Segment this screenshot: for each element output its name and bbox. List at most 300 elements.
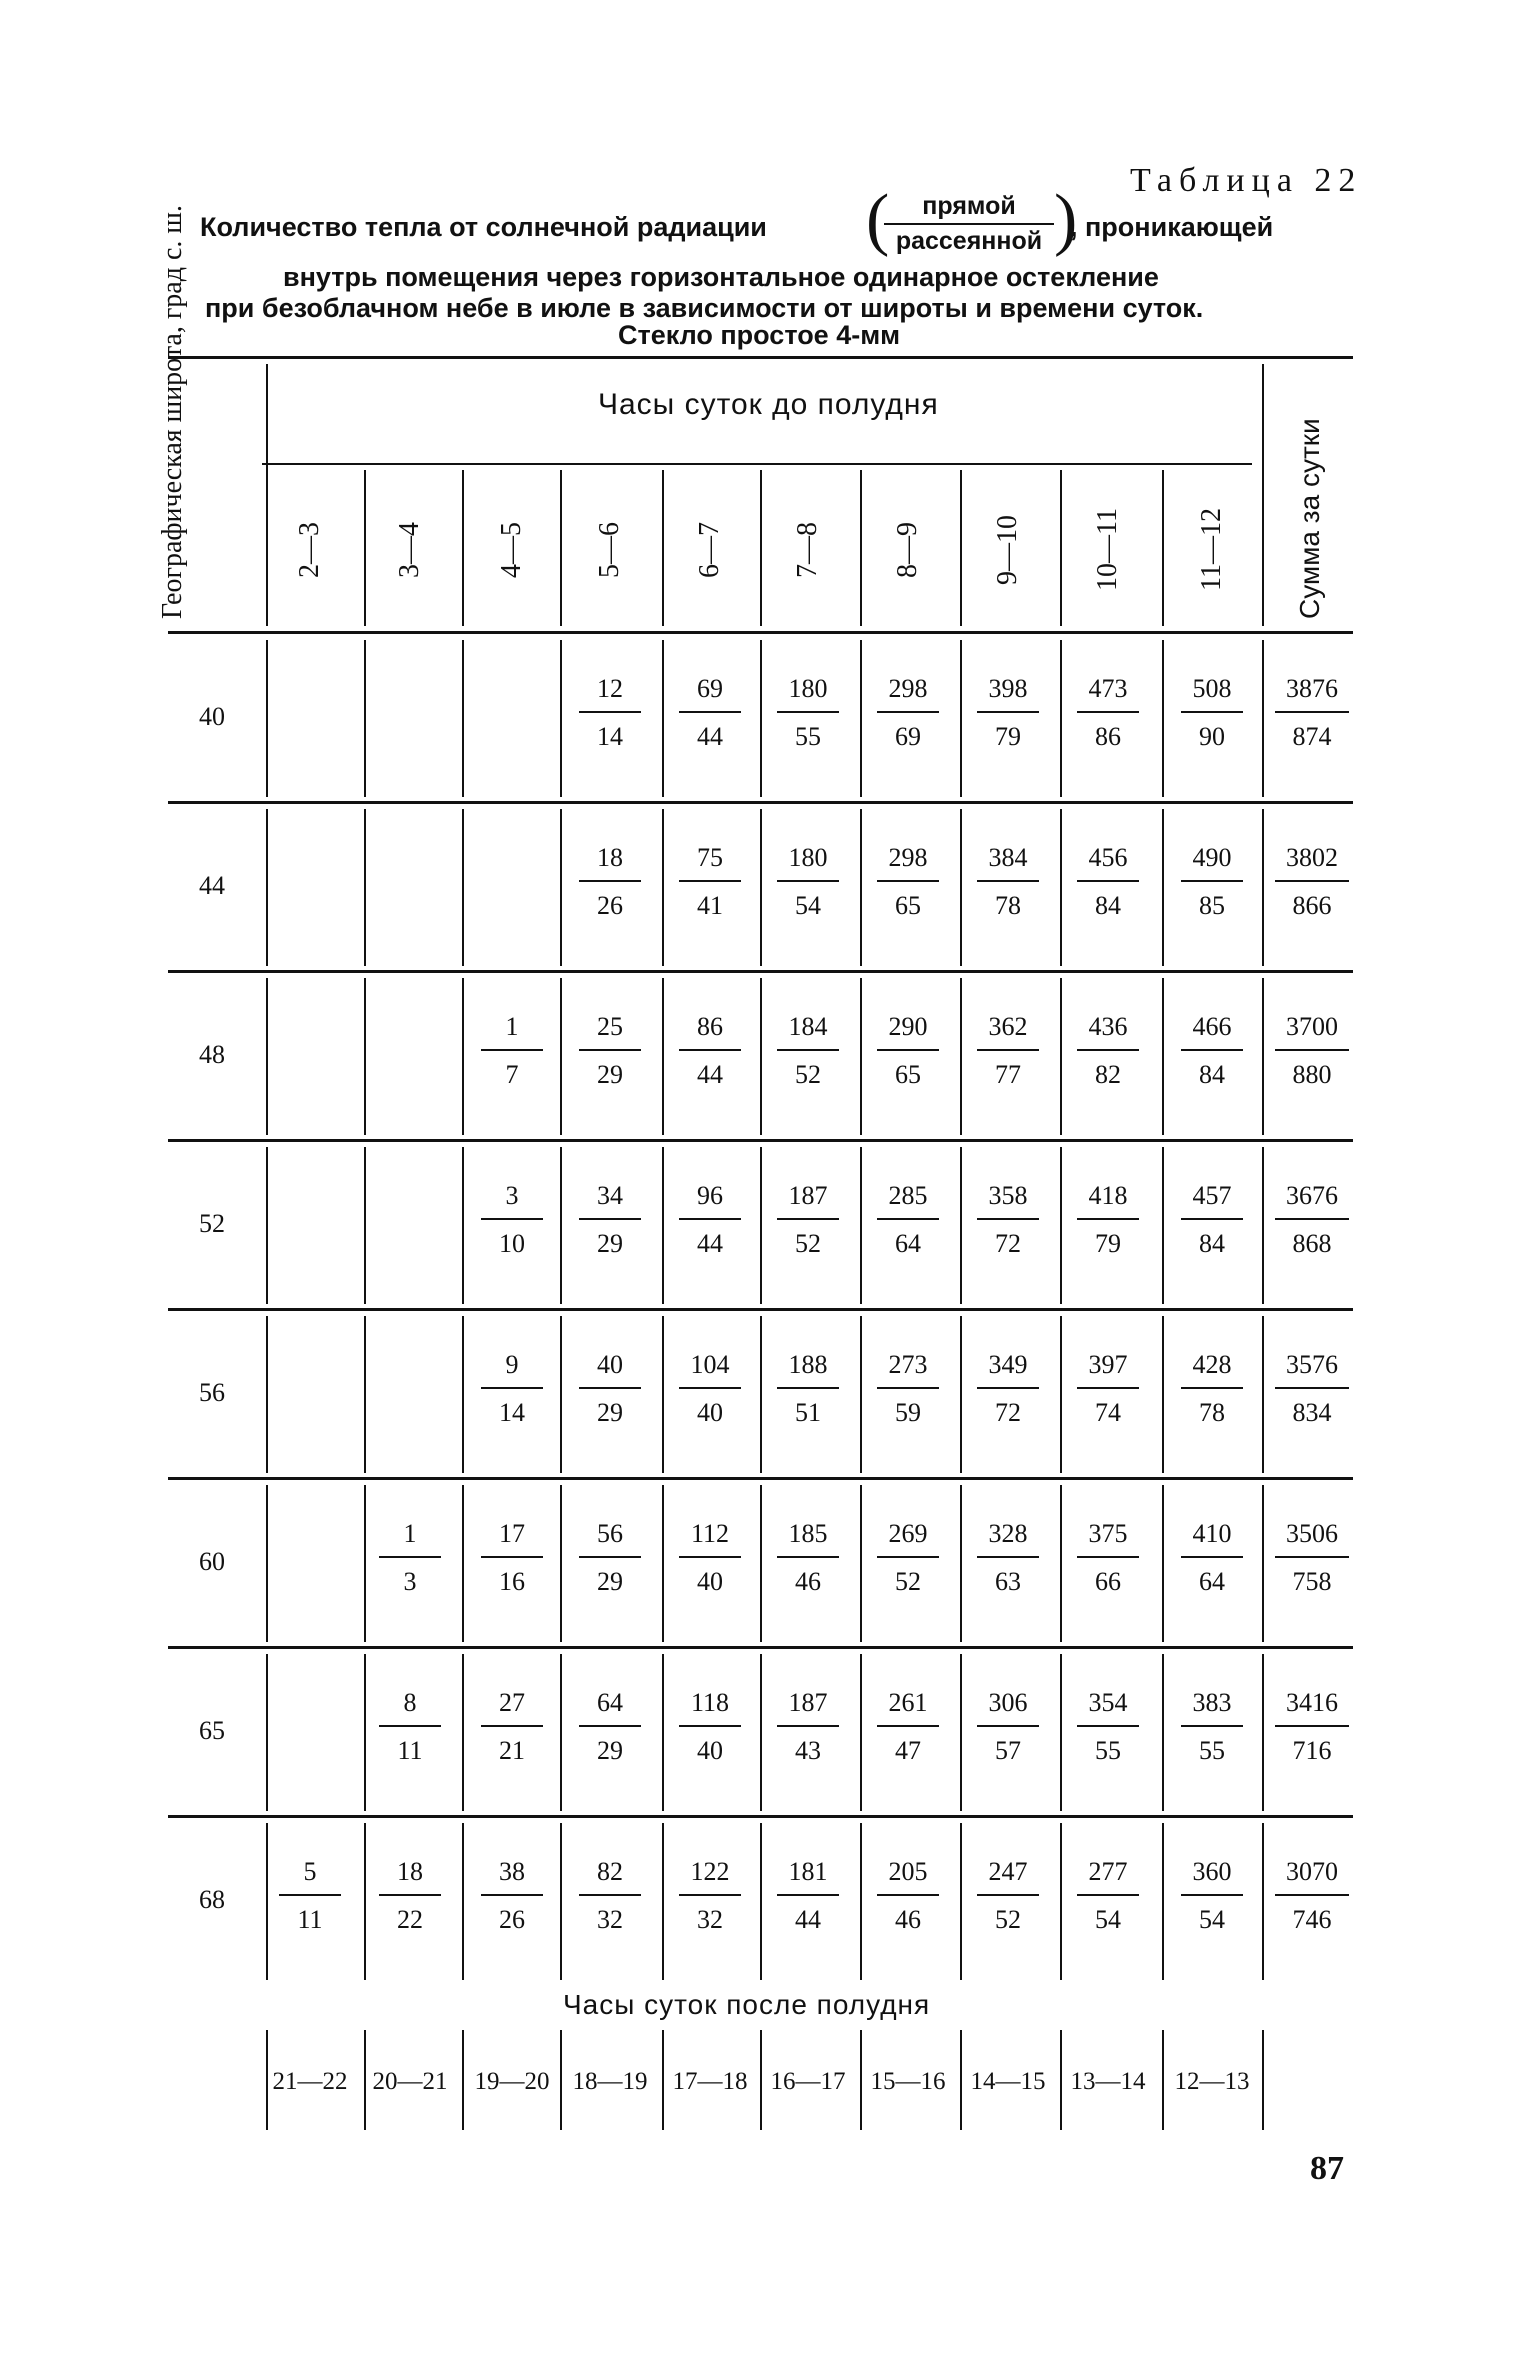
cell-vline <box>860 978 862 1135</box>
diffuse-value: 82 <box>1095 1060 1121 1089</box>
diffuse-value: 86 <box>1095 722 1121 751</box>
heat-fraction <box>567 1519 653 1597</box>
diffuse-value: 63 <box>995 1567 1021 1596</box>
latitude-value: 56 <box>199 1378 225 1407</box>
heat-fraction <box>965 843 1051 921</box>
direct-value: 466 <box>1192 1012 1232 1041</box>
direct-value: 118 <box>690 1688 730 1717</box>
daily-sum-direct: 3070 <box>1286 1857 1338 1886</box>
heat-fraction <box>1169 1350 1255 1428</box>
heat-fraction <box>1169 674 1255 752</box>
cell-vline <box>960 1654 962 1811</box>
heat-fraction <box>1065 1857 1151 1935</box>
cell-vline <box>662 1316 664 1473</box>
hours-before-noon-header: Часы суток до полудня <box>598 388 939 421</box>
caption-line2: внутрь помещения через горизонтальное одинарное остекление <box>283 262 1159 292</box>
fraction-bar <box>877 1387 939 1389</box>
diffuse-value: 10 <box>499 1229 525 1258</box>
direct-value: 187 <box>788 1688 828 1717</box>
cell-vline <box>462 1147 464 1304</box>
pm-interval: 20—21 <box>372 2068 448 2095</box>
header-vline <box>662 470 664 626</box>
latitude-value: 52 <box>199 1209 225 1238</box>
direct-value: 27 <box>499 1688 525 1717</box>
cell-vline <box>560 1147 562 1304</box>
direct-value: 384 <box>988 843 1028 872</box>
fraction-bar <box>1181 1894 1243 1896</box>
heat-fraction <box>1169 1857 1255 1935</box>
fraction-bar <box>1077 711 1139 713</box>
fraction-bar <box>679 711 741 713</box>
header-vline <box>1162 470 1164 626</box>
header-bottom-rule <box>168 631 1353 634</box>
diffuse-value: 78 <box>995 891 1021 920</box>
heat-fraction <box>765 1350 851 1428</box>
fraction-bar <box>777 1387 839 1389</box>
diffuse-value: 26 <box>597 891 623 920</box>
direct-value: 398 <box>988 674 1028 703</box>
latitude-value: 44 <box>199 871 225 900</box>
cell-vline <box>1060 1823 1062 1980</box>
direct-value: 8 <box>403 1688 417 1717</box>
direct-value: 490 <box>1192 843 1232 872</box>
row-rule <box>168 1139 1353 1142</box>
pm-interval: 16—17 <box>770 2068 846 2095</box>
fraction-bar <box>1077 1387 1139 1389</box>
heat-fraction <box>367 1519 453 1597</box>
cell-vline <box>1162 640 1164 797</box>
cell-vline <box>960 978 962 1135</box>
heat-fraction <box>865 674 951 752</box>
header-vline <box>560 470 562 626</box>
direct-value: 122 <box>690 1857 730 1886</box>
heat-fraction <box>469 1857 555 1935</box>
caption-line4: Стекло простое 4-мм <box>618 320 901 350</box>
fraction-bar <box>1181 1049 1243 1051</box>
direct-value: 247 <box>988 1857 1028 1886</box>
cell-vline <box>266 1654 268 1811</box>
direct-value: 397 <box>1088 1350 1128 1379</box>
cell-vline <box>662 1823 664 1980</box>
heat-fraction <box>1065 1350 1151 1428</box>
heat-fraction <box>1065 843 1151 921</box>
fraction-bar <box>1181 1725 1243 1727</box>
cell-vline <box>560 1316 562 1473</box>
diffuse-value: 84 <box>1199 1229 1225 1258</box>
cell-vline <box>662 1485 664 1642</box>
diffuse-value: 21 <box>499 1736 525 1765</box>
fraction-bar <box>579 1894 641 1896</box>
heat-fraction <box>765 674 851 752</box>
heat-fraction <box>865 1181 951 1259</box>
diffuse-value: 78 <box>1199 1398 1225 1427</box>
cell-vline <box>1060 1316 1062 1473</box>
direct-value: 298 <box>888 674 928 703</box>
diffuse-value: 29 <box>597 1229 623 1258</box>
diffuse-value: 65 <box>895 1060 921 1089</box>
direct-value: 306 <box>988 1688 1028 1717</box>
diffuse-value: 44 <box>795 1905 821 1934</box>
fraction-bar <box>877 1049 939 1051</box>
direct-value: 188 <box>788 1350 828 1379</box>
daily-sum-diffuse: 868 <box>1292 1229 1332 1258</box>
heat-fraction <box>667 1350 753 1428</box>
caption-line1-right: , проникающей <box>1070 212 1274 242</box>
heat-fraction <box>567 1688 653 1766</box>
heat-fraction <box>1169 1181 1255 1259</box>
fraction-bar <box>279 1894 341 1896</box>
direct-value: 56 <box>597 1519 623 1548</box>
fraction-bar <box>579 1049 641 1051</box>
cell-vline <box>1262 640 1264 797</box>
fraction-bar <box>977 1218 1039 1220</box>
fraction-bar <box>777 1049 839 1051</box>
header-vline <box>960 470 962 626</box>
heat-fraction <box>865 1012 951 1090</box>
cell-vline <box>560 640 562 797</box>
daily-sum-diffuse: 746 <box>1292 1905 1332 1934</box>
diffuse-value: 55 <box>1199 1736 1225 1765</box>
heat-fraction <box>1065 1519 1151 1597</box>
fraction-bar <box>379 1894 441 1896</box>
cell-vline <box>1262 978 1264 1135</box>
direct-value: 18 <box>397 1857 423 1886</box>
fraction-bar <box>777 1894 839 1896</box>
diffuse-value: 44 <box>697 1060 723 1089</box>
cell-vline <box>266 1316 268 1473</box>
cell-vline <box>462 1654 464 1811</box>
cell-vline <box>860 1823 862 1980</box>
heat-fraction <box>865 1688 951 1766</box>
cell-vline <box>1060 640 1062 797</box>
latitude-header: Географическая широта, град с. ш. <box>157 205 188 619</box>
interval-header: 11—12 <box>1196 508 1227 592</box>
diffuse-value: 64 <box>895 1229 921 1258</box>
caption-line1-left: Количество тепла от солнечной радиации <box>200 212 767 242</box>
heat-fraction <box>567 1857 653 1935</box>
diffuse-value: 29 <box>597 1060 623 1089</box>
cell-vline <box>760 1654 762 1811</box>
daily-sum-diffuse: 866 <box>1292 891 1332 920</box>
diffuse-value: 52 <box>895 1567 921 1596</box>
pm-vline <box>1262 2030 1264 2130</box>
diffuse-value: 72 <box>995 1229 1021 1258</box>
direct-value: 1 <box>505 1012 519 1041</box>
cell-vline <box>560 1485 562 1642</box>
interval-header: 2—3 <box>294 522 325 578</box>
heat-fraction <box>267 1857 353 1935</box>
diffuse-value: 77 <box>995 1060 1021 1089</box>
heat-fraction <box>469 1688 555 1766</box>
cell-vline <box>462 1316 464 1473</box>
heat-fraction <box>567 1181 653 1259</box>
fraction-bar <box>1275 1556 1349 1558</box>
fraction-bar <box>679 880 741 882</box>
direct-value: 457 <box>1192 1181 1232 1210</box>
cell-vline <box>1060 1485 1062 1642</box>
diffuse-value: 26 <box>499 1905 525 1934</box>
direct-value: 358 <box>988 1181 1028 1210</box>
fraction-bar <box>977 1725 1039 1727</box>
fraction-bar <box>977 1049 1039 1051</box>
heat-fraction <box>469 1181 555 1259</box>
cell-vline <box>1060 809 1062 966</box>
cell-vline <box>860 1654 862 1811</box>
caption-frac-bar <box>884 223 1054 225</box>
heat-fraction <box>667 1181 753 1259</box>
heat-fraction <box>765 1012 851 1090</box>
diffuse-value: 32 <box>597 1905 623 1934</box>
diffuse-value: 29 <box>597 1567 623 1596</box>
cell-vline <box>760 1823 762 1980</box>
heat-fraction <box>667 843 753 921</box>
cell-vline <box>760 978 762 1135</box>
heat-fraction <box>667 674 753 752</box>
fraction-bar <box>679 1556 741 1558</box>
heat-fraction <box>469 1012 555 1090</box>
direct-value: 86 <box>697 1012 723 1041</box>
fraction-bar <box>1181 1218 1243 1220</box>
fraction-bar <box>679 1725 741 1727</box>
direct-value: 360 <box>1192 1857 1232 1886</box>
direct-value: 34 <box>597 1181 623 1210</box>
diffuse-value: 32 <box>697 1905 723 1934</box>
fraction-bar <box>579 1218 641 1220</box>
diffuse-value: 7 <box>505 1060 519 1089</box>
hours-after-noon-label: Часы суток после полудня <box>563 1989 931 2020</box>
pm-interval: 13—14 <box>1070 2068 1146 2095</box>
cell-vline <box>1060 1147 1062 1304</box>
direct-value: 473 <box>1088 674 1128 703</box>
direct-value: 82 <box>597 1857 623 1886</box>
fraction-bar <box>1275 711 1349 713</box>
cell-vline <box>364 1316 366 1473</box>
cell-vline <box>662 978 664 1135</box>
heat-fraction <box>667 1857 753 1935</box>
cell-vline <box>1162 809 1164 966</box>
fraction-bar <box>481 1725 543 1727</box>
diffuse-value: 43 <box>795 1736 821 1765</box>
cell-vline <box>662 809 664 966</box>
daily-sum-fraction <box>1269 1350 1355 1428</box>
heat-fraction <box>865 1350 951 1428</box>
fraction-bar <box>1077 1049 1139 1051</box>
cell-vline <box>364 1147 366 1304</box>
diffuse-value: 65 <box>895 891 921 920</box>
latitude-value: 68 <box>199 1885 225 1914</box>
cell-vline <box>560 1823 562 1980</box>
interval-header: 7—8 <box>792 522 823 578</box>
direct-value: 428 <box>1192 1350 1232 1379</box>
cell-vline <box>1262 1654 1264 1811</box>
cell-vline <box>1262 1823 1264 1980</box>
heat-fraction <box>367 1857 453 1935</box>
direct-value: 5 <box>303 1857 317 1886</box>
fraction-bar <box>977 1894 1039 1896</box>
diffuse-value: 11 <box>297 1905 323 1934</box>
fraction-bar <box>877 1725 939 1727</box>
diffuse-value: 54 <box>1199 1905 1225 1934</box>
fraction-bar <box>679 1894 741 1896</box>
pm-interval: 21—22 <box>272 2068 348 2095</box>
sum-per-day-header: Сумма за сутки <box>1294 418 1325 619</box>
daily-sum-direct: 3876 <box>1286 674 1338 703</box>
diffuse-value: 54 <box>1095 1905 1121 1934</box>
diffuse-value: 22 <box>397 1905 423 1934</box>
fraction-bar <box>877 1556 939 1558</box>
caption-line3: при безоблачном небе в июле в зависимости от широты и времени суток. <box>205 293 1204 323</box>
diffuse-value: 14 <box>597 722 623 751</box>
diffuse-value: 46 <box>795 1567 821 1596</box>
cell-vline <box>364 640 366 797</box>
diffuse-value: 55 <box>1095 1736 1121 1765</box>
direct-value: 17 <box>499 1519 525 1548</box>
direct-value: 508 <box>1192 674 1232 703</box>
header-split-rule <box>262 463 1252 465</box>
fraction-bar <box>1275 1049 1349 1051</box>
row-rule <box>168 1815 1353 1818</box>
heat-fraction <box>567 674 653 752</box>
diffuse-value: 55 <box>795 722 821 751</box>
fraction-bar <box>679 1218 741 1220</box>
heat-fraction <box>469 1350 555 1428</box>
cell-vline <box>364 1823 366 1980</box>
header-vline <box>364 470 366 626</box>
table-top-rule <box>168 356 1353 359</box>
cell-vline <box>364 809 366 966</box>
diffuse-value: 40 <box>697 1567 723 1596</box>
heat-fraction <box>965 1857 1051 1935</box>
heat-fraction <box>965 1012 1051 1090</box>
direct-value: 354 <box>1088 1688 1128 1717</box>
cell-vline <box>364 978 366 1135</box>
cell-vline <box>960 1147 962 1304</box>
interval-header: 3—4 <box>394 522 425 578</box>
cell-vline <box>860 640 862 797</box>
interval-header: 10—11 <box>1092 508 1123 592</box>
diffuse-value: 52 <box>795 1060 821 1089</box>
cell-vline <box>960 1485 962 1642</box>
direct-value: 277 <box>1088 1857 1128 1886</box>
row-rule <box>168 970 1353 973</box>
fraction-bar <box>1077 1218 1139 1220</box>
latitude-value: 40 <box>199 702 225 731</box>
fraction-bar <box>877 880 939 882</box>
diffuse-value: 47 <box>895 1736 921 1765</box>
direct-value: 18 <box>597 843 623 872</box>
interval-header: 6—7 <box>694 522 725 578</box>
cell-vline <box>960 1823 962 1980</box>
cell-vline <box>960 640 962 797</box>
cell-vline <box>1162 1654 1164 1811</box>
diffuse-value: 79 <box>995 722 1021 751</box>
header-vline <box>1262 364 1264 626</box>
direct-value: 181 <box>788 1857 828 1886</box>
diffuse-value: 29 <box>597 1398 623 1427</box>
fraction-bar <box>579 1556 641 1558</box>
direct-value: 375 <box>1088 1519 1128 1548</box>
row-rule <box>168 1308 1353 1311</box>
direct-value: 290 <box>888 1012 928 1041</box>
diffuse-value: 44 <box>697 722 723 751</box>
daily-sum-fraction <box>1269 1688 1355 1766</box>
direct-value: 185 <box>788 1519 828 1548</box>
fraction-bar <box>679 1049 741 1051</box>
fraction-bar <box>777 1218 839 1220</box>
heat-fraction <box>667 1688 753 1766</box>
fraction-bar <box>977 711 1039 713</box>
diffuse-value: 14 <box>499 1398 525 1427</box>
fraction-bar <box>579 711 641 713</box>
fraction-bar <box>579 1725 641 1727</box>
fraction-bar <box>481 1556 543 1558</box>
heat-fraction <box>469 1519 555 1597</box>
pm-interval: 19—20 <box>474 2068 550 2095</box>
cell-vline <box>860 1147 862 1304</box>
heat-fraction <box>1169 1688 1255 1766</box>
direct-value: 273 <box>888 1350 928 1379</box>
direct-value: 436 <box>1088 1012 1128 1041</box>
cell-vline <box>462 1485 464 1642</box>
daily-sum-direct: 3576 <box>1286 1350 1338 1379</box>
fraction-bar <box>1275 1725 1349 1727</box>
cell-vline <box>860 809 862 966</box>
direct-value: 38 <box>499 1857 525 1886</box>
cell-vline <box>960 809 962 966</box>
row-rule <box>168 801 1353 804</box>
fraction-bar <box>379 1556 441 1558</box>
fraction-bar <box>777 711 839 713</box>
heat-fraction <box>1065 1181 1151 1259</box>
direct-value: 96 <box>697 1181 723 1210</box>
fraction-bar <box>977 1556 1039 1558</box>
pm-interval: 17—18 <box>672 2068 748 2095</box>
direct-value: 184 <box>788 1012 828 1041</box>
direct-value: 112 <box>690 1519 730 1548</box>
cell-vline <box>760 1147 762 1304</box>
heat-fraction <box>865 843 951 921</box>
diffuse-value: 74 <box>1095 1398 1121 1427</box>
direct-value: 180 <box>788 674 828 703</box>
fraction-bar <box>777 880 839 882</box>
heat-fraction <box>1065 1012 1151 1090</box>
diffuse-value: 46 <box>895 1905 921 1934</box>
heat-fraction <box>1169 1012 1255 1090</box>
cell-vline <box>1262 1147 1264 1304</box>
diffuse-value: 72 <box>995 1398 1021 1427</box>
interval-header: 8—9 <box>892 522 923 578</box>
fraction-bar <box>977 1387 1039 1389</box>
cell-vline <box>462 978 464 1135</box>
cell-vline <box>462 1823 464 1980</box>
fraction-bar <box>1181 880 1243 882</box>
cell-vline <box>1162 1485 1164 1642</box>
diffuse-value: 84 <box>1199 1060 1225 1089</box>
diffuse-value: 57 <box>995 1736 1021 1765</box>
diffuse-value: 54 <box>795 891 821 920</box>
direct-value: 40 <box>597 1350 623 1379</box>
cell-vline <box>266 640 268 797</box>
daily-sum-fraction <box>1269 1181 1355 1259</box>
heat-fraction <box>965 1688 1051 1766</box>
direct-value: 298 <box>888 843 928 872</box>
heat-fraction <box>1065 674 1151 752</box>
cell-vline <box>266 1485 268 1642</box>
cell-vline <box>960 1316 962 1473</box>
heat-fraction <box>667 1519 753 1597</box>
latitude-value: 60 <box>199 1547 225 1576</box>
daily-sum-direct: 3506 <box>1286 1519 1338 1548</box>
